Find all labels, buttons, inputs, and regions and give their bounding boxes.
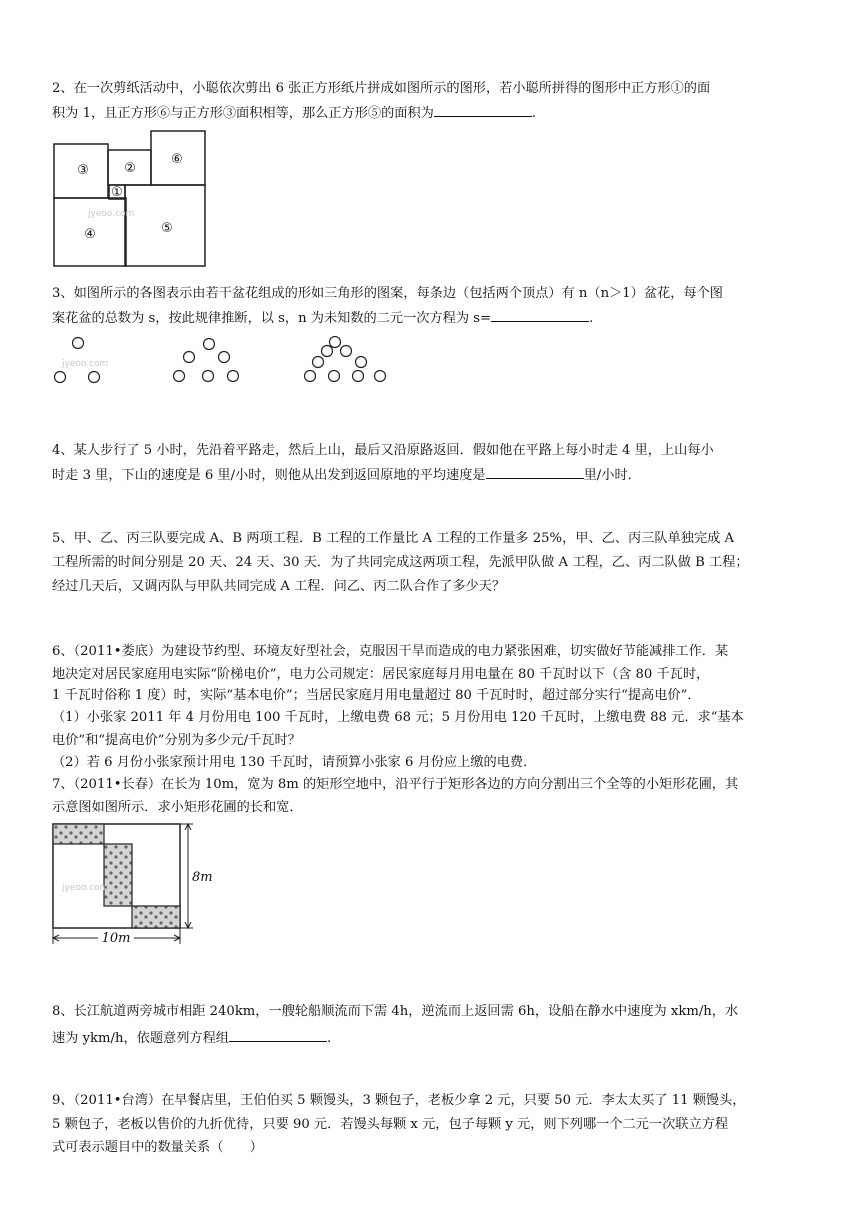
q6-line-6: （2）若 6 月份小张家预计用电 130 千瓦时，请预算小张家 6 月份应上缴的电费． [52,755,537,770]
q6-line-5: 电价”和“提高电价”分别为多少元/千瓦时？ [52,733,301,748]
q8-line-1: 8、长江航道两旁城市相距 240km，一艘轮船顺流而下需 4h，逆流而上返回需 6h，设船在静水中速度为 xkm/h，水 [52,1004,739,1019]
q7-line-1: 7、（2011•长春）在长为 10m，宽为 8m 的矩形空地中，沿平行于矩形各边的方向分割出三个全等的小矩形花圃，其 [52,777,739,792]
label-4: ④ [84,227,96,242]
q4-answer-blank [486,464,584,479]
pattern-n3 [174,339,239,382]
q4-line-2: 时走 3 里，下山的速度是 6 里/小时，则他从出发到返回原地的平均速度是 里/小时． [52,464,641,486]
q9-line-3: 式可表示题目中的数量关系（ ） [52,1140,263,1155]
label-3: ③ [77,163,89,178]
q2-text: 积为 1，且正方形⑥与正方形③面积相等，那么正方形⑤的面积为 [52,106,434,121]
height-label: 8m [192,870,213,885]
flowerbed-middle [104,844,132,906]
q8-line-2: 速为 ykm/h，依题意列方程组 . [52,1027,331,1049]
pattern-n4 [305,337,386,382]
q7-garden-figure [48,820,213,956]
q9-line-1: 9、（2011•台湾）在早餐店里，王伯伯买 5 颗馒头，3 颗包子，老板少拿 2 元，只要 50 元．李太太买了 11 颗馒头， [52,1093,746,1108]
q7-watermark: jyeoo.com [62,883,109,893]
q4-line-1: 4、某人步行了 5 小时，先沿着平路走，然后上山，最后又沿原路返回．假如他在平路上每小时走 4 里，上山每小 [52,443,714,458]
q3-answer-blank [491,307,589,322]
q2-answer-blank [434,102,532,117]
label-5: ⑤ [161,221,173,236]
q3-line-1: 3、如图所示的各图表示由若干盆花组成的形如三角形的图案，每条边（包括两个顶点）有 n（n＞1）盆花，每个图 [52,286,723,301]
q5-line-1: 5、甲、乙、丙三队要完成 A、B 两项工程．B 工程的工作量比 A 工程的工作量多 25%，甲、乙、丙三队单独完成 A [52,531,735,546]
q3-flowerpot-figures [48,336,398,388]
q2-line-1: 2、在一次剪纸活动中，小聪依次剪出 6 张正方形纸片拼成如图所示的图形，若小聪所拼得的图形中正方形①的面 [52,81,711,96]
flowerbed-top [53,824,104,844]
q6-line-3: 1 千瓦时俗称 1 度）时，实际“基本电价”；当居民家庭月用电量超过 80 千瓦时时，超过部分实行“提高电价”． [52,688,701,703]
q5-line-3: 经过几天后，又调丙队与甲队共同完成 A 工程．问乙、丙二队合作了多少天？ [52,579,506,594]
q2-squares-figure [50,128,210,270]
q2-line-2: 积为 1，且正方形⑥与正方形③面积相等，那么正方形⑤的面积为 . [52,102,536,124]
q2-watermark: jyeoo.com [88,209,135,219]
q9-line-2: 5 颗包子，老板以售价的九折优待，只要 90 元．若馒头每颗 x 元，包子每颗 y 元，则下列哪一个二元一次联立方程 [52,1117,729,1132]
q5-line-2: 工程所需的时间分别是 20 天、24 天、30 天．为了共同完成这两项工程，先派甲队做 A 工程，乙、丙二队做 B 工程； [52,555,749,570]
q3-watermark: jyeoo.com [62,359,109,369]
q6-line-1: 6、（2011•娄底）为建设节约型、环境友好型社会，克服因干旱而造成的电力紧张困难，切实做好节能减排工作．某 [52,644,729,659]
label-2: ② [124,161,136,176]
label-6: ⑥ [171,152,183,167]
width-label: 10m [101,931,131,946]
q6-line-2: 地决定对居民家庭用电实际“阶梯电价”，电力公司规定：居民家庭每月用电量在 80 千瓦时以下（含 80 千瓦时， [52,667,710,682]
label-1: ① [111,185,123,200]
flowerbed-bottom [132,906,180,928]
q6-line-4: （1）小张家 2011 年 4 月份用电 100 千瓦时，上缴电费 68 元；5 月份用电 120 千瓦时，上缴电费 88 元．求“基本 [52,710,744,725]
q8-answer-blank [229,1027,327,1042]
q3-line-2: 案花盆的总数为 s，按此规律推断，以 s，n 为未知数的二元一次方程为 s= . [52,307,593,329]
q7-line-2: 示意图如图所示．求小矩形花圃的长和宽． [52,800,303,815]
